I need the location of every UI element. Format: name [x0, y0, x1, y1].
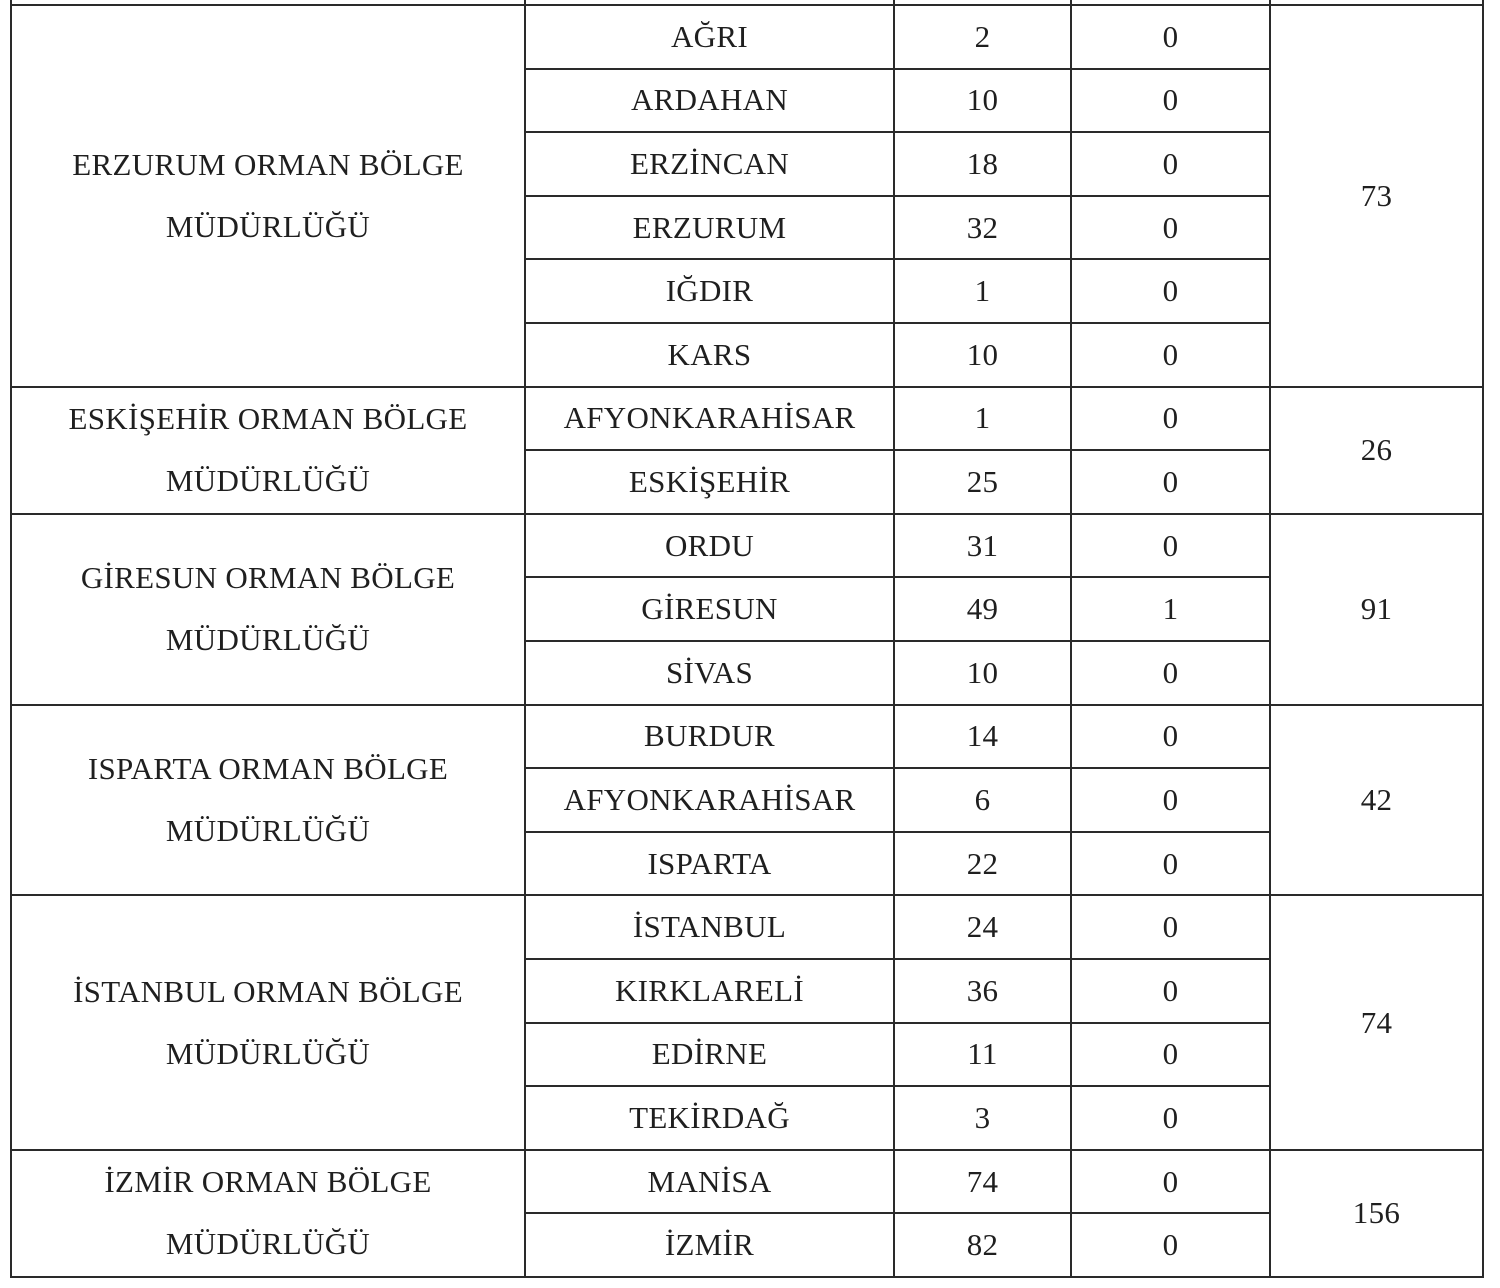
province-cell: KARS [525, 323, 894, 387]
other-count-cell: 0 [1071, 1023, 1270, 1087]
count-cell: 25 [894, 450, 1071, 514]
other-count-cell: 0 [1071, 69, 1270, 133]
province-cell: İZMİR [525, 1213, 894, 1277]
count-cell: 24 [894, 895, 1071, 959]
other-count-cell: 0 [1071, 450, 1270, 514]
count-cell: 6 [894, 768, 1071, 832]
province-cell: TEKİRDAĞ [525, 1086, 894, 1150]
region-name-cell: ESKİŞEHİR ORMAN BÖLGE MÜDÜRLÜĞÜ [11, 387, 525, 514]
count-cell: 1 [894, 387, 1071, 451]
region-total-cell: 74 [1270, 895, 1483, 1149]
other-count-cell: 1 [1071, 577, 1270, 641]
other-count-cell: 0 [1071, 895, 1270, 959]
count-cell: 36 [894, 959, 1071, 1023]
count-cell: 2 [894, 5, 1071, 69]
other-count-cell: 0 [1071, 641, 1270, 705]
other-count-cell: 0 [1071, 705, 1270, 769]
region-total-cell: 73 [1270, 5, 1483, 387]
count-cell: 32 [894, 196, 1071, 260]
province-cell: MANİSA [525, 1150, 894, 1214]
other-count-cell: 0 [1071, 132, 1270, 196]
region-total-cell: 42 [1270, 705, 1483, 896]
table-row [11, 1150, 1483, 1214]
count-cell: 74 [894, 1150, 1071, 1214]
other-count-cell: 0 [1071, 959, 1270, 1023]
table-body [11, 0, 1483, 1277]
count-cell: 10 [894, 641, 1071, 705]
region-name-cell: GİRESUN ORMAN BÖLGE MÜDÜRLÜĞÜ [11, 514, 525, 705]
other-count-cell: 0 [1071, 514, 1270, 578]
fire-statistics-table [10, 0, 1484, 1278]
other-count-cell: 0 [1071, 1086, 1270, 1150]
table-row [11, 895, 1483, 959]
count-cell: 10 [894, 69, 1071, 133]
province-cell: AFYONKARAHİSAR [525, 387, 894, 451]
province-cell: SİVAS [525, 641, 894, 705]
province-cell: İSTANBUL [525, 895, 894, 959]
other-count-cell: 0 [1071, 259, 1270, 323]
province-cell: ORDU [525, 514, 894, 578]
table-row [11, 5, 1483, 69]
other-count-cell: 0 [1071, 1213, 1270, 1277]
count-cell: 49 [894, 577, 1071, 641]
table-row [11, 705, 1483, 769]
region-name-cell: İZMİR ORMAN BÖLGE MÜDÜRLÜĞÜ [11, 1150, 525, 1277]
count-cell: 18 [894, 132, 1071, 196]
province-cell: EDİRNE [525, 1023, 894, 1087]
other-count-cell: 0 [1071, 832, 1270, 896]
count-cell: 1 [894, 259, 1071, 323]
count-cell: 3 [894, 1086, 1071, 1150]
other-count-cell: 0 [1071, 5, 1270, 69]
count-cell: 11 [894, 1023, 1071, 1087]
count-cell: 14 [894, 705, 1071, 769]
region-name-cell: ISPARTA ORMAN BÖLGE MÜDÜRLÜĞÜ [11, 705, 525, 896]
province-cell: GİRESUN [525, 577, 894, 641]
province-cell: AFYONKARAHİSAR [525, 768, 894, 832]
count-cell: 82 [894, 1213, 1071, 1277]
region-total-cell: 26 [1270, 387, 1483, 514]
count-cell: 22 [894, 832, 1071, 896]
province-cell: ISPARTA [525, 832, 894, 896]
other-count-cell: 0 [1071, 1150, 1270, 1214]
province-cell: AĞRI [525, 5, 894, 69]
province-cell: ERZİNCAN [525, 132, 894, 196]
table-row [11, 514, 1483, 578]
region-total-cell: 156 [1270, 1150, 1483, 1277]
province-cell: IĞDIR [525, 259, 894, 323]
province-cell: ARDAHAN [525, 69, 894, 133]
count-cell: 10 [894, 323, 1071, 387]
province-cell: KIRKLARELİ [525, 959, 894, 1023]
other-count-cell: 0 [1071, 323, 1270, 387]
province-cell: BURDUR [525, 705, 894, 769]
province-cell: ERZURUM [525, 196, 894, 260]
other-count-cell: 0 [1071, 387, 1270, 451]
table-row [11, 387, 1483, 451]
province-cell: ESKİŞEHİR [525, 450, 894, 514]
region-name-cell: İSTANBUL ORMAN BÖLGE MÜDÜRLÜĞÜ [11, 895, 525, 1149]
other-count-cell: 0 [1071, 768, 1270, 832]
other-count-cell: 0 [1071, 196, 1270, 260]
count-cell: 31 [894, 514, 1071, 578]
region-name-cell: ERZURUM ORMAN BÖLGE MÜDÜRLÜĞÜ [11, 5, 525, 387]
region-total-cell: 91 [1270, 514, 1483, 705]
